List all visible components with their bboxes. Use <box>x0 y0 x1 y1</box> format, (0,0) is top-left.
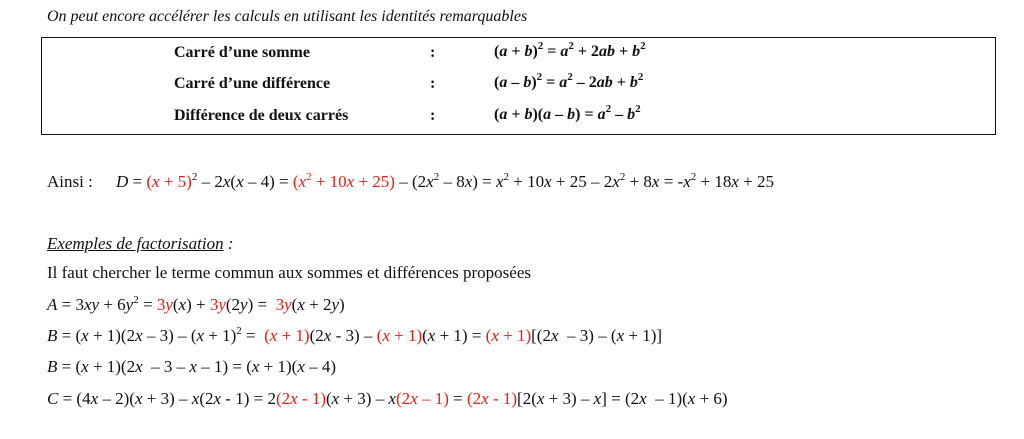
identity-name-1: Carré d’une somme <box>174 44 310 61</box>
identity-formula-3: $(a + b)(a - b) = a^2 - b^2$ <box>494 103 641 123</box>
example-a: $A = 3xy + 6y^2 = 3y(x) + 3y(2y) = 3y(x + 2y)$ <box>47 294 345 314</box>
intro-text: On peut encore accélérer les calculs en utilisant les identités remarquables <box>47 8 528 25</box>
example-b2: B = (x + 1)(2x – 3 – x – 1) = (x + 1)(x – 4) <box>47 357 337 376</box>
identities-box <box>41 37 996 135</box>
identity-sep-2: : <box>430 75 436 92</box>
identity-formula-1: $(a + b)^2 = a^2 + 2ab + b^2$ <box>494 40 646 60</box>
identity-formula-2: $(a - b)^2 = a^2 - 2ab + b^2$ <box>494 71 644 91</box>
examples-title-text: Exemples de factorisation <box>47 234 224 253</box>
identity-sep-3: : <box>430 107 436 124</box>
example-b1: $B = (x + 1)(2x - 3) - (x + 1)^2 = (x + 1)(2x - 3) - (x + 1)(x + 1) = (x + 1)[(2x - 3) - (x + 1)]$ <box>47 325 663 345</box>
hint-text: Il faut chercher le terme commun aux sommes et différences proposées <box>47 263 531 282</box>
identity-name-3: Différence de deux carrés <box>174 107 349 124</box>
example-c: C = (4x – 2)(x + 3) – x(2x - 1) = 2(2x - 1)(x + 3) – x(2x – 1) = (2x - 1)[2(x + 3) – x] = (2x – 1)(x + 6) <box>47 389 728 408</box>
examples-title <box>47 234 234 254</box>
ainsi-equation: $D = (x + 5)^2 - 2x(x - 4) = (x^2 + 10x + 25) - (2x^2 - 8x) = x^2 + 10x + 25 - 2x^2 + 8x = -x^2 + 18x + 25$ <box>116 171 774 191</box>
identity-sep-1: : <box>430 44 436 61</box>
identity-name-2: Carré d’une différence <box>174 75 331 92</box>
ainsi-label: Ainsi : <box>47 172 93 191</box>
examples-title-colon: : <box>223 234 234 253</box>
